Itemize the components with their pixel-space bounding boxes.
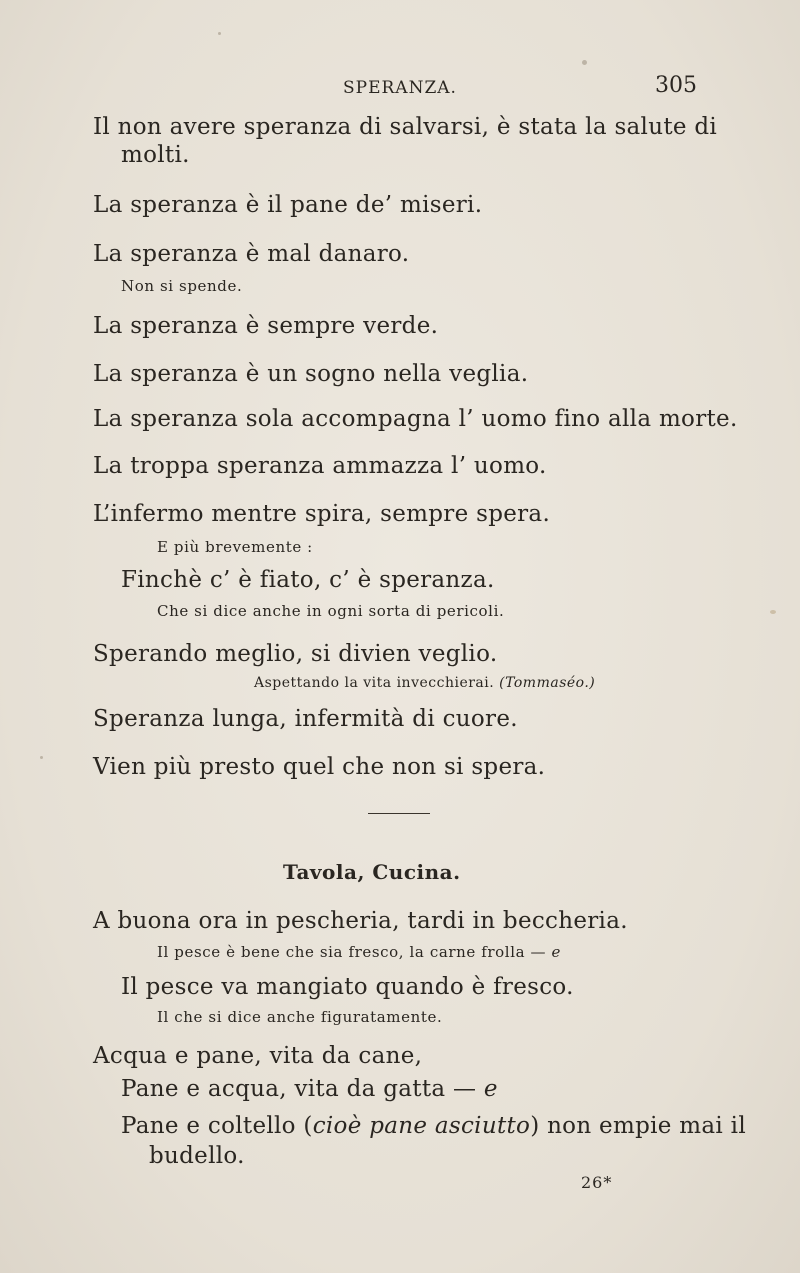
proverb-line: Sperando meglio, si divien veglio. [93,641,498,667]
proverb-italic: cioè pane asciutto [312,1113,531,1139]
proverb-line: L’infermo mentre spira, sempre spera. [93,501,551,527]
proverb-note: Non si spende. [121,277,243,295]
paper-speck [218,32,221,35]
proverb-note: Il che si dice anche figuratamente. [157,1008,443,1026]
paper-speck [40,756,43,759]
proverb-line: Vien più presto quel che non si spera. [93,754,546,780]
proverb-note [254,675,595,691]
proverb-note: Che si dice anche in ogni sorta di pericoli. [157,602,505,620]
signature-mark: 26* [581,1173,613,1192]
proverb-line: molti. [121,142,190,168]
proverb-note: E più brevemente : [157,538,313,556]
proverb-line: Finchè c’ è fiato, c’ è speranza. [121,567,495,593]
proverb-line: La troppa speranza ammazza l’ uomo. [93,453,547,479]
proverb-note-text: Aspettando la vita invecchierai. [254,675,495,691]
proverb-line [121,1113,746,1139]
paper-speck [582,60,587,65]
proverb-line: La speranza è mal danaro. [93,241,410,267]
proverb-note [157,943,561,961]
proverb-note-text: Il pesce è bene che sia fresco, la carne frolla — [157,943,547,961]
section-title: Tavola, Cucina. [283,860,461,884]
proverb-line: Il pesce va mangiato quando è fresco. [121,974,574,1000]
conjunction: e [551,943,561,961]
proverb-text: Pane e acqua, vita da gatta — [121,1076,477,1102]
running-title: SPERANZA. [343,78,457,98]
proverb-line: Acqua e pane, vita da cane, [93,1043,423,1069]
conjunction: e [483,1076,498,1102]
proverb-line: La speranza è sempre verde. [93,313,439,339]
proverb-line: Speranza lunga, infermità di cuore. [93,706,518,732]
proverb-text: ) non empie mai il [530,1113,746,1139]
page-number: 305 [655,73,697,98]
citation: (Tommaséo.) [499,675,596,691]
proverb-text: Pane e coltello ( [121,1113,313,1139]
proverb-line: La speranza è un sogno nella veglia. [93,361,529,387]
proverb-line: A buona ora in pescheria, tardi in beccheria. [93,908,628,934]
proverb-line: budello. [149,1143,245,1169]
proverb-line: La speranza sola accompagna l’ uomo fino alla morte. [93,406,738,432]
proverb-line: La speranza è il pane de’ miseri. [93,192,483,218]
section-divider [368,813,430,814]
paper-speck [770,610,776,614]
proverb-line: Il non avere speranza di salvarsi, è stata la salute di [93,114,718,140]
proverb-line [121,1076,498,1102]
